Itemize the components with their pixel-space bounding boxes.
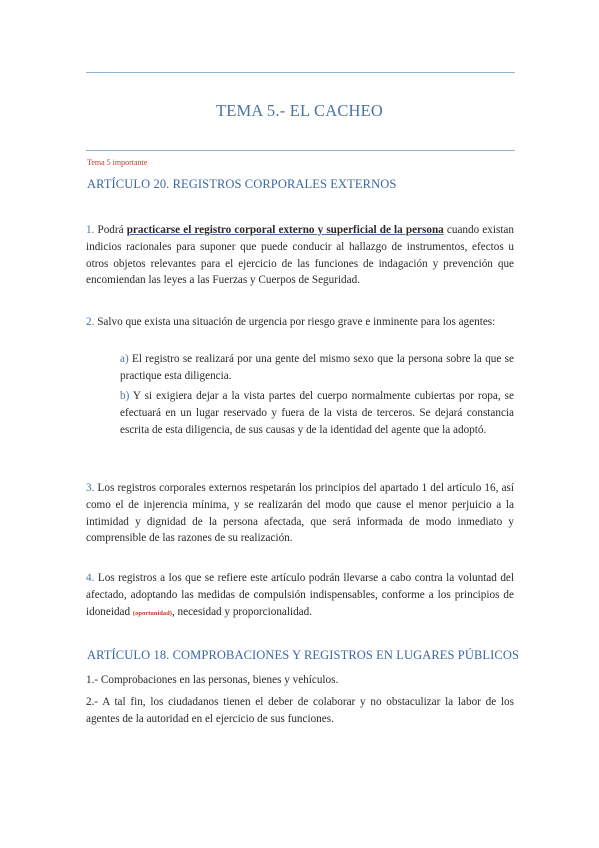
item-letter: a) <box>120 353 129 365</box>
paragraph-number: 2. <box>86 316 95 328</box>
item-letter: b) <box>120 390 130 402</box>
article-20-paragraph-2a: a) El registro se realizará por una gente del mismo sexo que la persona sobre la que se practique esta diligencia. <box>120 353 514 382</box>
article-18-paragraph-2: 2.- A tal fin, los ciudadanos tienen el deber de colaborar y no obstaculizar la labor de los agentes de la autoridad en el ejercicio de sus funciones. <box>86 696 514 725</box>
paragraph-number: 1. <box>86 224 95 236</box>
article-18-heading: ARTÍCULO 18. COMPROBACIONES Y REGISTROS EN LUGARES PÚBLICOS <box>87 648 520 662</box>
article-18-paragraph-1: 1.- Comprobaciones en las personas, bienes y vehículos. <box>86 674 339 686</box>
article-20-paragraph-1: 1. Podrá practicarse el registro corporal externo y superficial de la persona cuando existan indicios racionales para suponer que puede conducir al hallazgo de instrumentos, efectos u otros objetos relevantes para el ejercicio de las funciones de indagación y prevención que encomiendan las leyes a las Fuerzas y Cuerpos de Seguridad. <box>86 224 514 287</box>
paragraph-number: 4. <box>86 572 95 584</box>
article-20-paragraph-2: 2. Salvo que exista una situación de urgencia por riesgo grave e inminente para los agentes: <box>86 316 496 328</box>
article-20-paragraph-3: 3. Los registros corporales externos respetarán los principios del apartado 1 del artículo 16, así como el de injerencia mínima, y se realizarán del modo que cause el menor perjuicio a la intimidad y dignidad de la persona afectada, que será informada de modo inmediato y comprensible de las razones de su realización. <box>86 482 514 545</box>
highlighted-phrase: practicarse el registro corporal externo y superficial de la persona <box>126 224 444 236</box>
paragraph-number: 3. <box>86 482 95 494</box>
importance-tag: Tema 5 importante <box>87 158 148 167</box>
article-20-paragraph-2b: b) Y si exigiera dejar a la vista partes del cuerpo normalmente cubiertas por ropa, se efectuará en un lugar reservado y fuera de la vista de terceros. Se dejará constancia escrita de esta diligencia, de sus causas y de la identidad del agente que la adoptó. <box>120 390 514 436</box>
page-title: TEMA 5.- EL CACHEO <box>215 101 384 120</box>
margin-note: (oportunidad) <box>132 609 172 617</box>
title-underline <box>86 150 515 151</box>
top-rule <box>86 72 515 73</box>
article-20-heading: ARTÍCULO 20. REGISTROS CORPORALES EXTERNOS <box>87 177 397 191</box>
article-20-paragraph-4: 4. Los registros a los que se refiere este artículo podrán llevarse a cabo contra la voluntad del afectado, adoptando las medidas de compulsión indispensables, conforme a los principios de idoneidad (oportunidad), necesidad y proporcionalidad. <box>86 572 514 618</box>
